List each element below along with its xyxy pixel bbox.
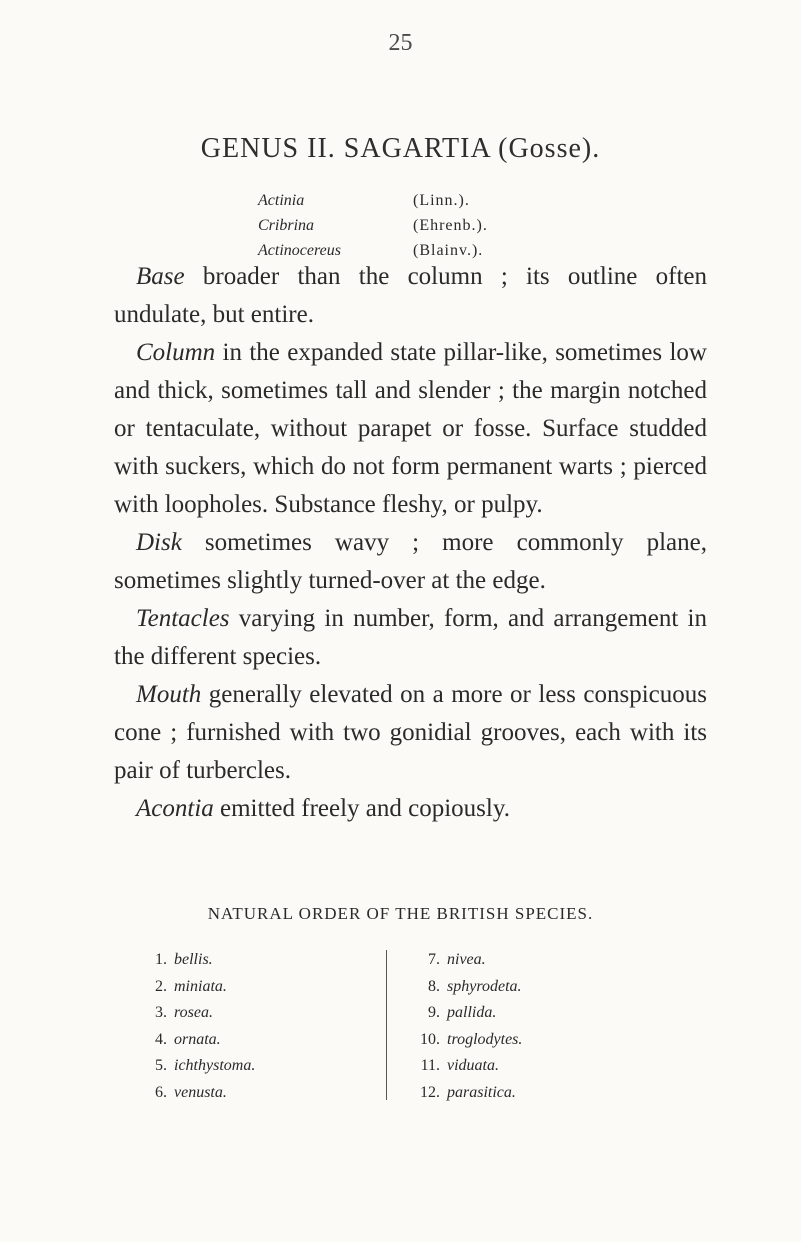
species-name: nivea.: [447, 951, 486, 968]
synonym-row: [258, 213, 488, 238]
description-paragraph: [114, 334, 707, 524]
species-number: 1.: [155, 951, 167, 968]
description-term: Disk: [136, 529, 182, 556]
column-divider: [386, 950, 387, 1100]
description-paragraph: [114, 790, 707, 828]
species-item: [145, 1053, 375, 1080]
species-name: miniata.: [174, 977, 227, 995]
species-item: [145, 1000, 375, 1027]
species-name: viduata.: [447, 1057, 499, 1074]
species-number: 7.: [428, 951, 440, 968]
species-item: [414, 1053, 644, 1080]
species-name: bellis.: [174, 951, 213, 968]
species-name: troglodytes.: [447, 1030, 523, 1048]
synonym-list: [258, 188, 488, 263]
synonym-row: [258, 188, 488, 213]
synonym-author: (Linn.).: [413, 192, 470, 209]
genus-name: SAGARTIA: [343, 133, 491, 164]
species-number: 8.: [428, 977, 440, 995]
description-text: emitted freely and copiously.: [213, 795, 510, 822]
species-item: [145, 1080, 375, 1107]
species-list-left: [145, 947, 375, 1106]
species-item: [145, 947, 375, 974]
species-number: 11.: [420, 1057, 440, 1074]
synonym-author: (Ehrenb.).: [413, 217, 488, 234]
species-heading: NATURAL ORDER OF THE BRITISH SPECIES.: [207, 904, 594, 923]
description-text: broader than the column ; its outline often undulate, but entire.: [114, 263, 707, 328]
description-term: Tentacles: [136, 605, 230, 632]
species-number: 10.: [420, 1030, 440, 1048]
description-term: Column: [136, 339, 216, 366]
species-item: [414, 974, 644, 1001]
species-name: venusta.: [174, 1083, 227, 1101]
description-text: in the expanded state pillar-like, sometimes low and thick, sometimes tall and slender ; the margin notched or tentaculate, without parapet or fosse. Surface studded with suckers, which do not form permanent warts ; pierced with loopholes. Substance fleshy, or pulpy.: [114, 339, 707, 518]
genus-prefix: GENUS II.: [200, 133, 336, 164]
species-item: [414, 1027, 644, 1054]
species-number: 12.: [420, 1083, 440, 1101]
species-item: [145, 974, 375, 1001]
page-number: 25: [388, 30, 413, 56]
description-term: Acontia: [136, 795, 214, 822]
species-number: 4.: [155, 1030, 167, 1048]
species-item: [414, 1000, 644, 1027]
species-name: parasitica.: [447, 1083, 516, 1101]
species-item: [414, 1080, 644, 1107]
description-paragraph: [114, 600, 707, 676]
species-name: sphyrodeta.: [447, 977, 522, 995]
description-paragraph: [114, 258, 707, 334]
species-number: 9.: [428, 1004, 440, 1021]
synonym-name: Actinocereus: [258, 242, 341, 259]
species-number: 3.: [155, 1004, 167, 1021]
synonym-name: Cribrina: [258, 217, 315, 234]
species-number: 2.: [155, 977, 167, 995]
species-name: ornata.: [174, 1030, 221, 1048]
genus-description: [114, 258, 707, 828]
synonym-name: Actinia: [258, 192, 305, 209]
description-paragraph: [114, 524, 707, 600]
description-text: varying in number, form, and arrangement in the different species.: [114, 605, 707, 670]
description-paragraph: [114, 676, 707, 790]
species-item: [145, 1027, 375, 1054]
species-name: pallida.: [447, 1004, 497, 1021]
species-item: [414, 947, 644, 974]
genus-author: (Gosse).: [498, 133, 601, 164]
description-text: generally elevated on a more or less conspicuous cone ; furnished with two gonidial grooves, each with its pair of turbercles.: [114, 681, 707, 784]
species-list-right: [414, 947, 644, 1106]
synonym-author: (Blainv.).: [413, 242, 484, 259]
species-name: rosea.: [174, 1004, 213, 1021]
description-term: Base: [136, 263, 185, 290]
description-text: sometimes wavy ; more commonly plane, sometimes slightly turned-over at the edge.: [114, 529, 707, 594]
species-name: ichthystoma.: [174, 1057, 256, 1074]
species-number: 5.: [155, 1057, 167, 1074]
genus-title: [0, 133, 801, 165]
description-term: Mouth: [136, 681, 202, 708]
species-number: 6.: [155, 1083, 167, 1101]
